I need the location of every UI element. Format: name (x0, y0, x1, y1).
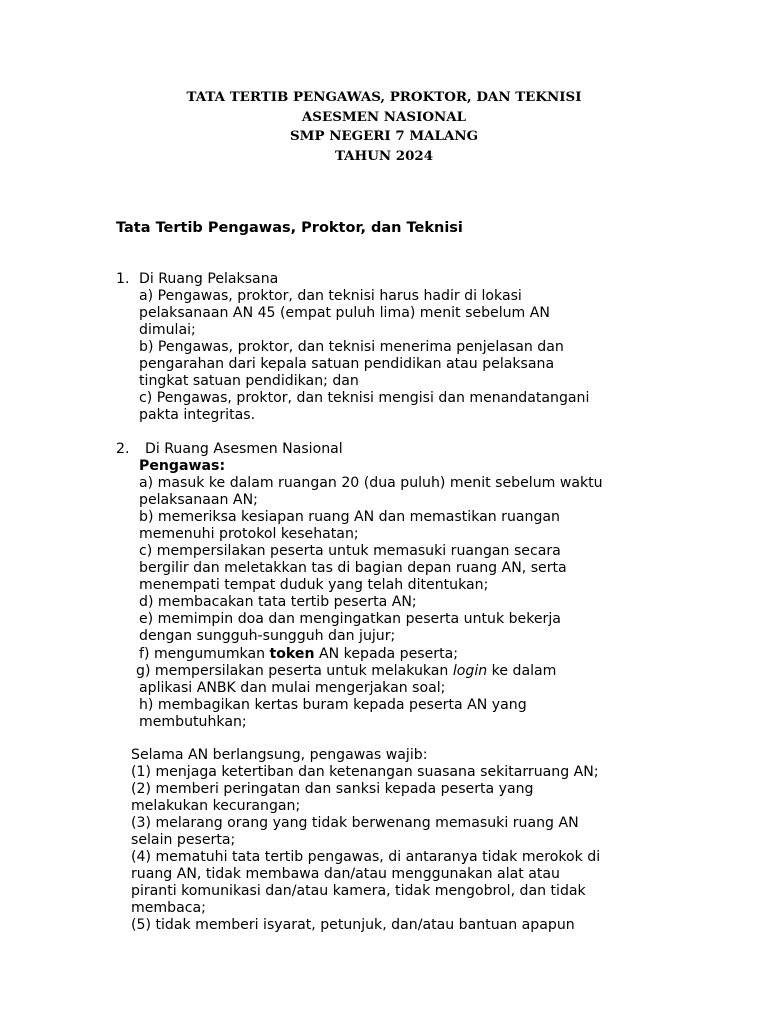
section-2-line: b) memeriksa kesiapan ruang AN dan memastikan ruangan (139, 509, 560, 526)
document-header (0, 88, 768, 166)
section-2-line: e) memimpin doa dan mengingatkan peserta untuk bekerja (139, 611, 561, 628)
section-1-body (139, 288, 589, 424)
line-f-text: f) mengumumkan (139, 645, 270, 662)
section-1-line: pakta integritas. (139, 407, 256, 424)
section-2-body (136, 458, 603, 731)
section-1-line: a) Pengawas, proktor, dan teknisi harus hadir di lokasi (139, 288, 522, 304)
section-2-title: Di Ruang Asesmen Nasional (145, 441, 343, 457)
section-2-title-line (116, 441, 343, 458)
section-1-line: dimulai; (139, 322, 196, 339)
duty-line: (5) tidak memberi isyarat, petunjuk, dan/atau bantuan apapun (131, 917, 575, 934)
line-f-text-end: AN kepada peserta; (314, 645, 458, 662)
token-term: token (269, 645, 315, 662)
section-2-line: d) membacakan tata tertib peserta AN; (139, 594, 417, 611)
duty-line: selain peserta; (131, 832, 236, 849)
section-1-line: pelaksanaan AN 45 (empat puluh lima) menit sebelum AN (139, 305, 550, 322)
section-1-line: c) Pengawas, proktor, dan teknisi mengisi dan menandatangani (139, 390, 590, 407)
section-2-line-g (136, 663, 603, 680)
section-heading: Tata Tertib Pengawas, Proktor, dan Teknisi (116, 220, 463, 236)
section-2-line: a) masuk ke dalam ruangan 20 (dua puluh) menit sebelum waktu (139, 475, 603, 492)
section-2-line: dengan sungguh-sungguh dan jujur; (139, 628, 396, 645)
duties-block (131, 747, 600, 935)
section-2-number: 2. (116, 441, 130, 457)
section-2-line: pelaksanaan AN; (139, 492, 258, 509)
duty-line: (1) menjaga ketertiban dan ketenangan suasana sekitarruang AN; (131, 764, 599, 781)
header-school-name: SMP NEGERI 7 MALANG (289, 128, 479, 144)
header-year: TAHUN 2024 (334, 147, 434, 164)
section-1-line: b) Pengawas, proktor, dan teknisi menerima penjelasan dan (139, 339, 564, 356)
section-2-line: aplikasi ANBK dan mulai mengerjakan soal; (139, 679, 446, 696)
section-1-title-line (116, 271, 278, 288)
line-g-text-end: ke dalam (487, 662, 557, 679)
duty-line: (2) memberi peringatan dan sanksi kepada peserta yang (131, 781, 534, 798)
duty-line: ruang AN, tidak membawa dan/atau menggunakan alat atau (131, 866, 560, 883)
section-2-line: menempati tempat duduk yang telah ditentukan; (139, 577, 489, 594)
section-1-title: Di Ruang Pelaksana (139, 271, 279, 287)
section-2-line-f (139, 646, 603, 663)
section-1-line: pengarahan dari kepala satuan pendidikan atau pelaksana (139, 356, 555, 373)
line-g-text: g) mempersilakan peserta untuk melakukan (136, 662, 453, 679)
login-term: login (452, 662, 488, 679)
section-2-line: c) mempersilakan peserta untuk memasuki ruangan secara (139, 543, 561, 560)
header-title: TATA TERTIB PENGAWAS, PROKTOR, DAN TEKNISI (186, 89, 582, 105)
duty-line: membaca; (131, 900, 206, 917)
section-1-number: 1. (116, 271, 130, 287)
section-2-line: memenuhi protokol kesehatan; (139, 526, 359, 543)
duty-line: (3) melarang orang yang tidak berwenang memasuki ruang AN (131, 815, 579, 832)
section-1-line: tingkat satuan pendidikan; dan (139, 373, 359, 390)
duty-line: (4) mematuhi tata tertib pengawas, di antaranya tidak merokok di (131, 849, 601, 866)
section-2-line: h) membagikan kertas buram kepada peserta AN yang (139, 696, 527, 713)
duty-line: piranti komunikasi dan/atau kamera, tidak mengobrol, dan tidak (131, 883, 586, 900)
section-2-line: bergilir dan meletakkan tas di bagian depan ruang AN, serta (139, 560, 567, 577)
header-exam-name: ASESMEN NASIONAL (301, 108, 467, 125)
section-2-line: membutuhkan; (139, 713, 247, 730)
duty-line: melakukan kecurangan; (131, 798, 301, 815)
duties-intro: Selama AN berlangsung, pengawas wajib: (131, 747, 428, 763)
role-label: Pengawas: (139, 458, 226, 474)
